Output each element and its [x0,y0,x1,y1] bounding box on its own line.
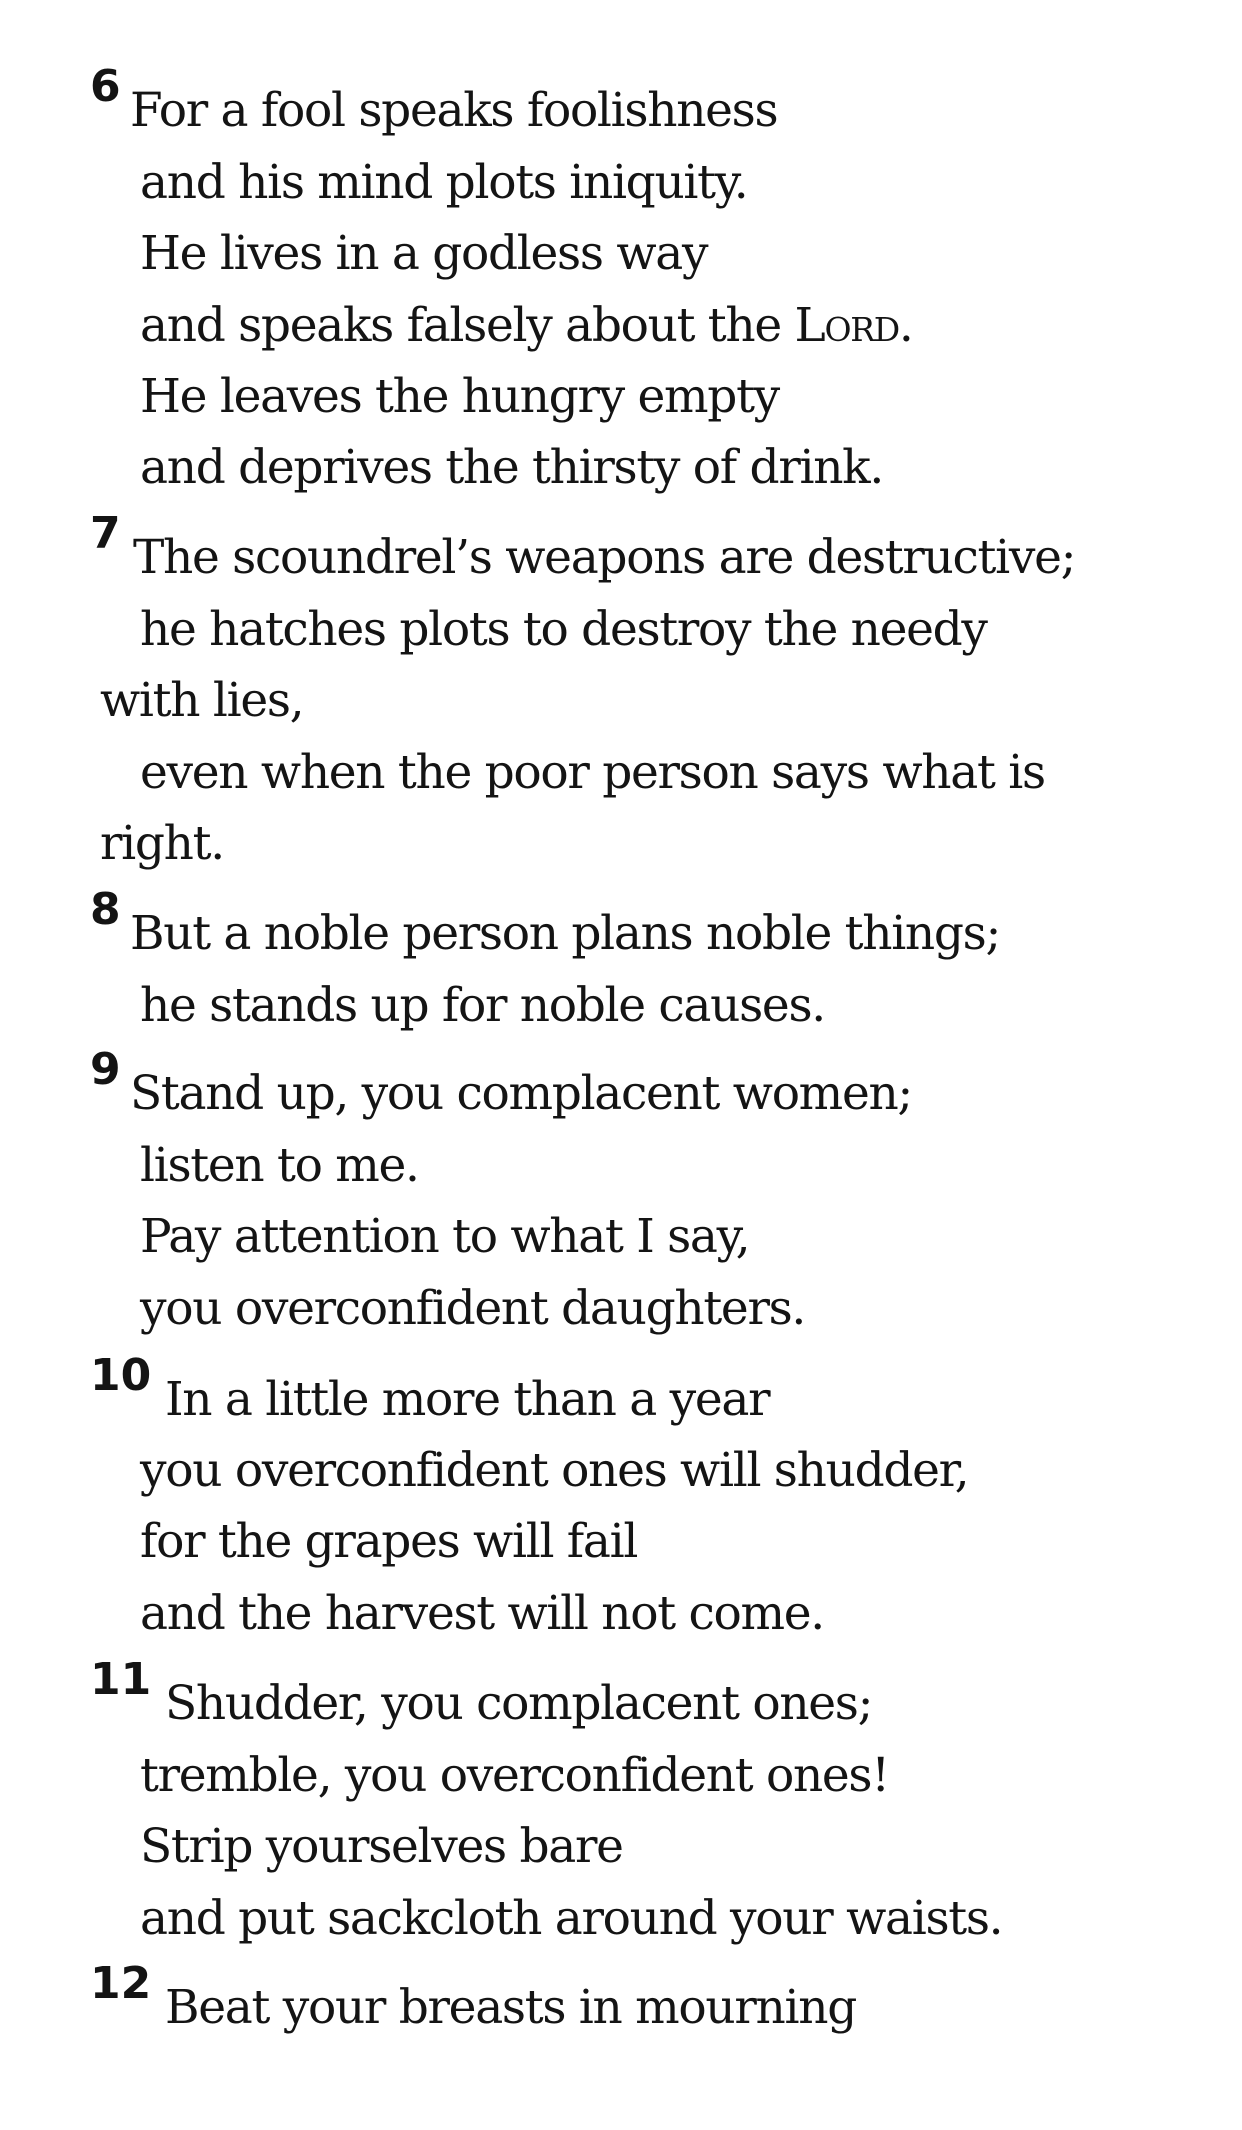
verse-line: listen to me. [140,1138,419,1193]
divine-name: Lord [794,298,899,353]
verse-text: . [898,298,913,353]
verse-number: 11 [90,1654,152,1705]
verse-line: Shudder, you complacent ones; [165,1676,873,1731]
verse-line: he hatches plots to destroy the needy [140,602,987,657]
verse-line: tremble, you overconfident ones! [140,1748,889,1803]
verse-line: for the grapes will fail [140,1514,638,1569]
verse-number: 6 [90,61,121,112]
verse-number: 10 [90,1350,152,1401]
verse-line: you overconfident ones will shudder, [140,1443,969,1498]
verse-line: For a fool speaks foolishness [130,83,778,138]
verse-number: 7 [90,508,121,559]
verse-line: He lives in a godless way [140,226,708,281]
verse-number: 8 [90,884,121,935]
verse-line: Beat your breasts in mourning [165,1980,856,2035]
verse-line: with lies, [100,673,304,728]
verse-text: and speaks falsely about the [140,298,795,353]
verse-line: Stand up, you complacent women; [130,1066,912,1121]
verse-line: But a noble person plans noble things; [130,906,1001,961]
verse-number: 9 [90,1044,121,1095]
verse-line: In a little more than a year [165,1372,770,1427]
verse-number: 12 [90,1958,152,2009]
verse-line: even when the poor person says what is [140,745,1045,800]
verse-line: you overconfident daughters. [140,1281,806,1336]
verse-line: Strip yourselves bare [140,1819,623,1874]
verse-line: The scoundrel’s weapons are destructive; [133,530,1076,585]
verse-line: he stands up for noble causes. [140,978,825,1033]
verse-line: and deprives the thirsty of drink. [140,440,884,495]
verse-line: Pay attention to what I say, [140,1209,750,1264]
verse-line: and the harvest will not come. [140,1586,824,1641]
verse-line: and his mind plots iniquity. [140,155,748,210]
verse-line [140,298,913,354]
verse-line: right. [100,816,224,871]
verse-line: and put sackcloth around your waists. [140,1891,1003,1946]
verse-line: He leaves the hungry empty [140,369,779,424]
